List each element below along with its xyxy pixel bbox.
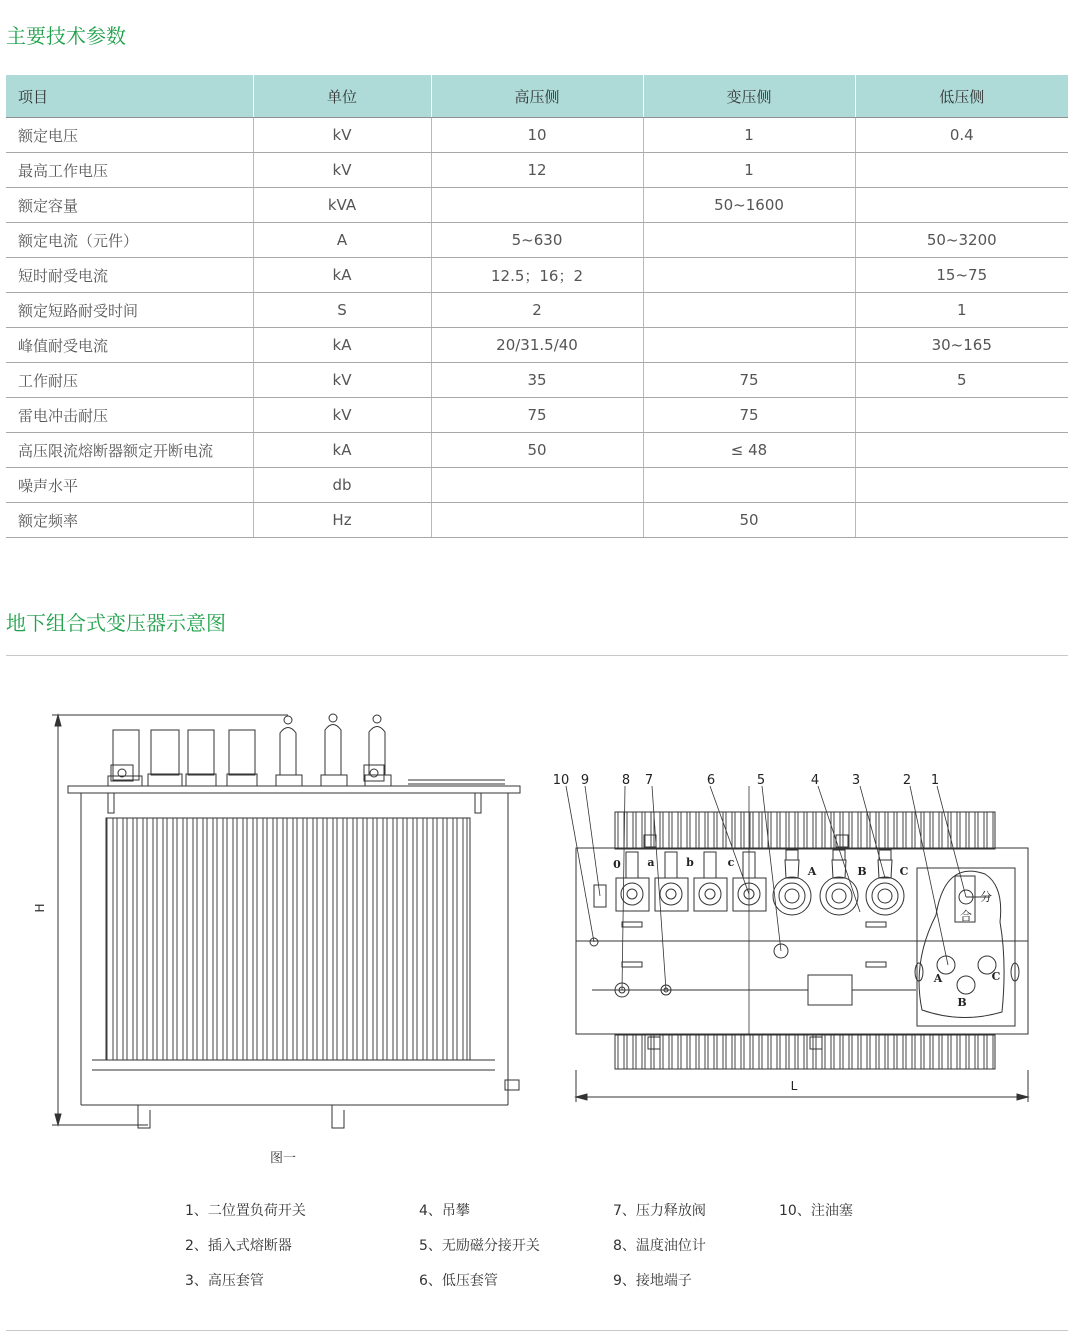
table-row [6,398,1068,433]
table-cell [431,503,643,538]
switch-terminal-label: A [933,972,943,985]
terminal-label: B [857,865,867,878]
table-cell: kV [253,363,431,398]
row-label-cell: 额定频率 [6,503,253,538]
callout-number: 1 [930,773,940,788]
row-label-cell: 最高工作电压 [6,153,253,188]
section-title-diagram: 地下组合式变压器示意图 [6,611,226,635]
table-cell: 50~3200 [855,223,1068,258]
terminal-label: C [899,865,909,878]
table-cell: 15~75 [855,258,1068,293]
callout-number: 3 [851,773,861,788]
table-cell: 1 [643,153,855,188]
callout-number: 6 [706,773,716,788]
bottom-divider [6,1330,1068,1331]
terminal-labels [613,856,1000,1009]
legend-item: 5、无励磁分接开关 [419,1238,540,1254]
column-header: 单位 [253,75,431,118]
high-voltage-bushings [276,714,391,786]
table-cell [855,188,1068,223]
table-row [6,433,1068,468]
switch-close-label: 合 [959,909,973,923]
table-cell [643,293,855,328]
column-header: 低压侧 [855,75,1068,118]
table-row [6,293,1068,328]
legend-item: 9、接地端子 [613,1273,692,1289]
table-cell: 5~630 [431,223,643,258]
table-cell: 30~165 [855,328,1068,363]
table-header-row [6,75,1068,118]
low-voltage-bushings [108,730,257,786]
section-title-specs: 主要技术参数 [6,24,126,48]
table-cell: 75 [643,363,855,398]
table-cell: db [253,468,431,503]
terminal-label: b [686,856,694,869]
table-row [6,223,1068,258]
legend-item: 6、低压套管 [419,1273,498,1289]
table-cell [855,153,1068,188]
table-cell [855,468,1068,503]
table-cell: 50~1600 [643,188,855,223]
row-label-cell: 峰值耐受电流 [6,328,253,363]
callout-number: 2 [902,773,912,788]
terminal-label: 0 [613,858,621,871]
front-elevation-view [52,714,520,1128]
callout-number: 5 [756,773,766,788]
table-cell: ≤ 48 [643,433,855,468]
table-row [6,188,1068,223]
terminal-label: a [647,856,655,869]
switch-open-label: 分 [979,890,993,904]
table-row [6,328,1068,363]
table-cell [643,468,855,503]
table-cell: 12 [431,153,643,188]
table-cell: 10 [431,118,643,153]
table-cell: 1 [855,293,1068,328]
row-label-cell: 短时耐受电流 [6,258,253,293]
row-label-cell: 工作耐压 [6,363,253,398]
figure-caption: 图一 [269,1151,297,1166]
callout-numbers [553,773,939,788]
table-cell: kA [253,258,431,293]
table-row [6,153,1068,188]
table-cell [855,398,1068,433]
top-view [566,786,1028,1102]
callout-number: 9 [580,773,590,788]
switch-terminal-label: B [957,996,967,1009]
row-label-cell: 高压限流熔断器额定开断电流 [6,433,253,468]
spec-table [6,75,1068,538]
row-label-cell: 额定电压 [6,118,253,153]
table-cell: kV [253,118,431,153]
callout-number: 10 [552,773,570,788]
table-cell: kA [253,433,431,468]
legend-item: 3、高压套管 [185,1273,264,1289]
table-cell: 75 [431,398,643,433]
legend-item: 8、温度油位计 [613,1238,706,1254]
table-cell [643,223,855,258]
legend-item: 2、插入式熔断器 [185,1238,292,1254]
table-cell: Hz [253,503,431,538]
legend-item: 7、压力释放阀 [613,1203,706,1219]
table-row [6,468,1068,503]
table-cell: kA [253,328,431,363]
row-label-cell: 额定电流（元件） [6,223,253,258]
load-switch [915,871,1019,1017]
table-cell [431,468,643,503]
row-label-cell: 雷电冲击耐压 [6,398,253,433]
table-cell: 20/31.5/40 [431,328,643,363]
table-cell: kVA [253,188,431,223]
terminal-label: c [727,856,735,869]
dimension-label-h: H [33,903,47,913]
table-cell: 50 [643,503,855,538]
table-cell [643,258,855,293]
table-cell: kV [253,398,431,433]
column-header: 高压侧 [431,75,643,118]
table-row [6,258,1068,293]
terminal-label: A [807,865,817,878]
legend-item: 1、二位置负荷开关 [185,1203,306,1219]
transformer-diagram [0,700,1069,1180]
table-cell: A [253,223,431,258]
table-row [6,118,1068,153]
table-cell: 50 [431,433,643,468]
table-cell [431,188,643,223]
legend-item: 4、吊攀 [419,1203,470,1219]
table-cell: 0.4 [855,118,1068,153]
switch-terminal-label: C [991,970,1001,983]
legend-item: 10、注油塞 [779,1203,853,1219]
table-cell [855,503,1068,538]
table-cell: kV [253,153,431,188]
divider [6,655,1068,656]
table-cell [643,328,855,363]
high-voltage-terminals [773,850,904,915]
table-cell: 35 [431,363,643,398]
callout-number: 4 [810,773,820,788]
table-cell: 2 [431,293,643,328]
table-cell: 75 [643,398,855,433]
row-label-cell: 额定短路耐受时间 [6,293,253,328]
callout-number: 8 [621,773,631,788]
dimension-label-l: L [790,1079,798,1093]
table-cell: 12.5；16；2 [431,258,643,293]
callout-number: 7 [644,773,654,788]
table-cell: S [253,293,431,328]
table-row [6,363,1068,398]
table-cell [855,433,1068,468]
table-row [6,503,1068,538]
row-label-cell: 噪声水平 [6,468,253,503]
column-header: 项目 [6,75,253,118]
row-label-cell: 额定容量 [6,188,253,223]
table-cell: 5 [855,363,1068,398]
table-cell: 1 [643,118,855,153]
column-header: 变压侧 [643,75,855,118]
